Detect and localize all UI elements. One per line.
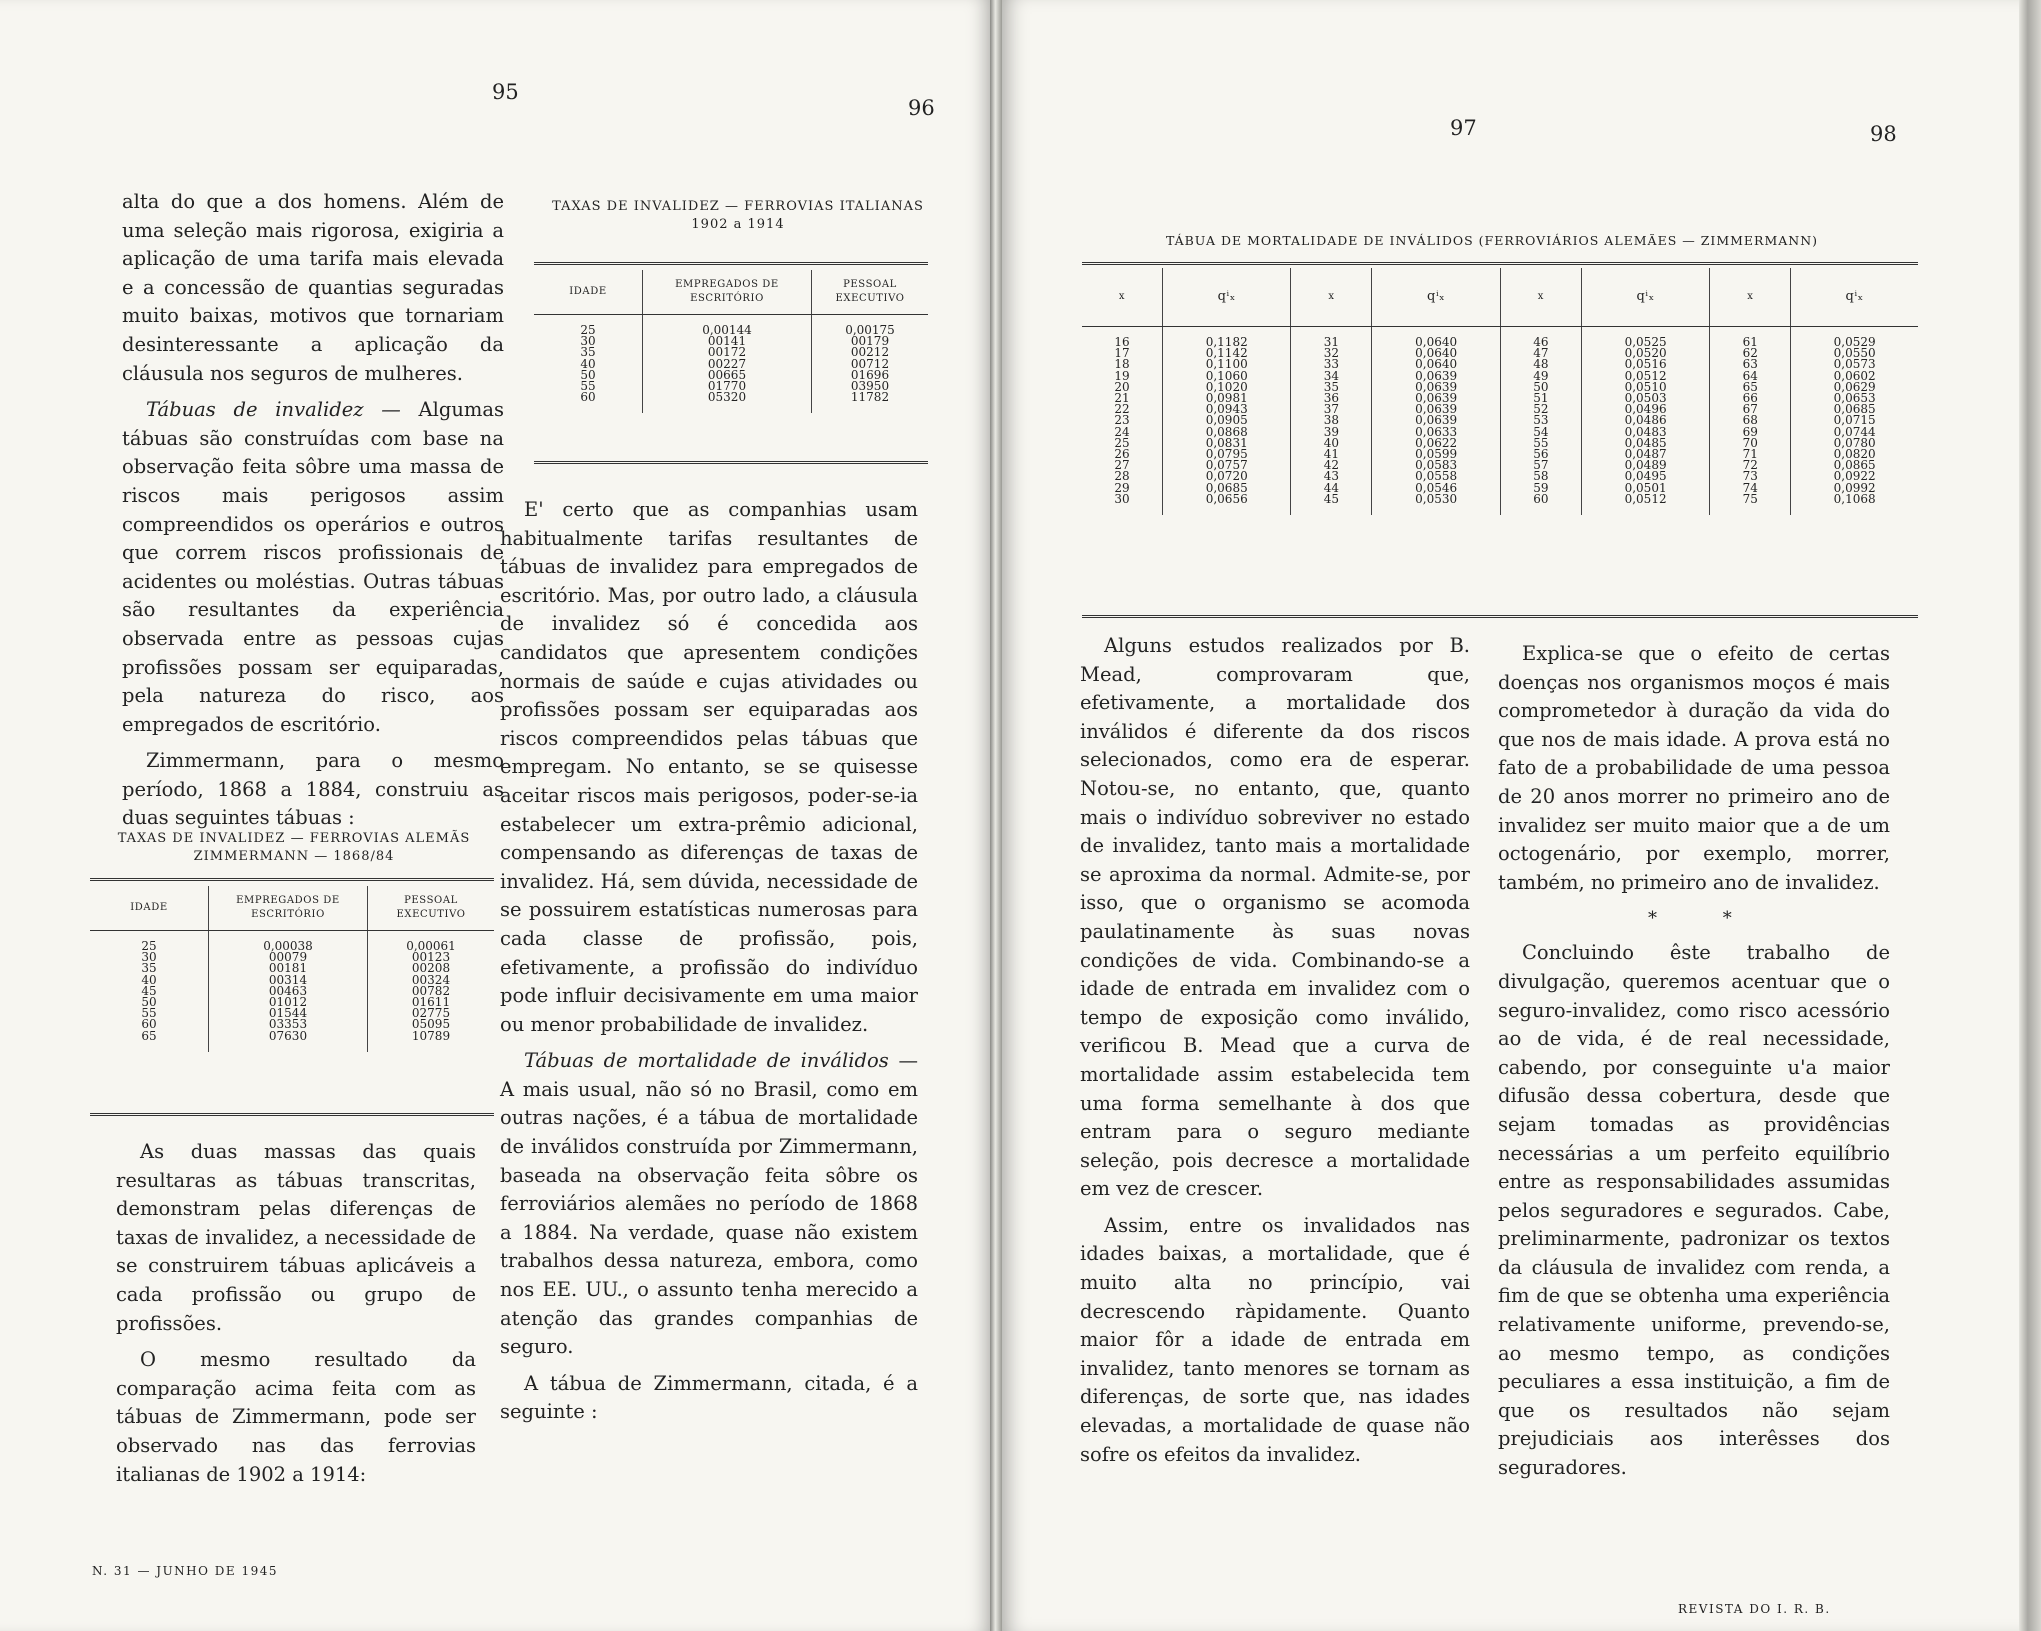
table-cell: 00212 <box>850 345 890 360</box>
table-cell: 50 <box>580 367 596 382</box>
table-cell: 60 <box>1533 491 1549 506</box>
table-cell: 02775 <box>411 1006 451 1021</box>
table-header: EMPREGADOS DE ESCRITÓRIO <box>209 886 368 931</box>
table-cell: 05320 <box>707 390 747 405</box>
table-cell: 59 <box>1533 480 1549 495</box>
table-cell: 35 <box>580 345 596 360</box>
table-cell: 0,0981 <box>1205 391 1248 406</box>
table-cell: 00463 <box>268 983 308 998</box>
page-number-97: 97 <box>1450 116 1477 140</box>
page-number-98: 98 <box>1870 122 1897 146</box>
table-cell: 0,0905 <box>1205 413 1248 428</box>
table-cell: 39 <box>1323 424 1340 439</box>
table-cell: 34 <box>1323 368 1340 383</box>
page-number-96: 96 <box>908 96 935 120</box>
table-cell: 05095 <box>411 1017 451 1032</box>
table-cell: 00782 <box>411 983 451 998</box>
paragraph <box>122 396 504 739</box>
table-cell: 0,00061 <box>406 939 456 953</box>
paragraph-text: Algumas tábuas são construídas com base na observação feita sôbre uma massa de riscos mais perigosos assim compreendidos os operários e outros que correm riscos profissionais de acidentes ou moléstias. Outras tábuas são resultantes da experiência observada entre as pessoas cujas profissões possam ser equiparadas, pela natureza do risco, aos empregados de escritório. <box>122 398 504 736</box>
table-cell: 0,0485 <box>1624 435 1667 450</box>
table-cell: 0,0529 <box>1833 335 1876 349</box>
table-cell: 01544 <box>268 1006 308 1021</box>
table-cell: 0,0640 <box>1415 346 1458 361</box>
table-cell: 0,1182 <box>1205 335 1248 349</box>
table-cell: 40 <box>580 356 596 371</box>
table-cell: 67 <box>1742 402 1758 417</box>
table-cell: 65 <box>141 1028 157 1043</box>
table-cell: 0,00175 <box>845 323 895 337</box>
table-cell: 51 <box>1533 391 1549 406</box>
table-header-x: x <box>1082 268 1163 327</box>
table-cell: 55 <box>1533 435 1549 450</box>
col-x <box>1500 327 1581 516</box>
table-cell: 40 <box>141 972 157 987</box>
table-cell: 0,1020 <box>1205 379 1248 394</box>
table-cell: 73 <box>1742 469 1758 484</box>
table-cell: 25 <box>141 939 157 953</box>
table-cell: 0,0865 <box>1833 458 1876 473</box>
paragraph-text: — A mais usual, não só no Brasil, como em outras nações, é a tábua de mortalidade de inválidos construída por Zimmermann, baseada na observação feita sôbre os ferroviários alemães no período de 1868 a 1884. Na verdade, quase não existem trabalhos dessa natureza, embora, como nos EE. UU., o assunto tenha merecido a atenção das grandes companhias de seguro. <box>500 1049 918 1359</box>
paragraph: Concluindo êste trabalho de divulgação, queremos acentuar que o seguro-invalidez, como risco acessório ao de vida, é de real necessidade, cabendo, por conseguinte u'a maior difusão dessa cobertura, desde que sejam tomadas as providências necessárias a um perfeito equilíbrio entre as responsabilidades assumidas pelos seguradores e segurados. Cabe, preliminarmente, padronizar os textos da cláusula de invalidez com renda, a fim de que se obtenha uma experiência relativamente uniforme, prevendo-se, ao mesmo tempo, as condições peculiares a essa instituição, a fim de que os resultados não sejam prejudiciais aos interêsses dos seguradores. <box>1498 941 1890 1480</box>
table-cell: 0,0512 <box>1624 491 1667 506</box>
table-cell: 00141 <box>707 334 747 349</box>
table-cell: 0,0501 <box>1624 480 1667 495</box>
table-cell: 0,0757 <box>1205 458 1248 473</box>
table-cell: 45 <box>141 983 157 998</box>
table-cell: 0,0496 <box>1624 402 1667 417</box>
table-cell: 0,0744 <box>1833 424 1876 439</box>
table-cell: 50 <box>1533 379 1549 394</box>
table-cell: 0,1068 <box>1833 491 1876 506</box>
big-table <box>1082 268 1918 515</box>
table-cell: 57 <box>1533 458 1549 473</box>
table-header: EMPREGADOS DE ESCRITÓRIO <box>643 270 812 315</box>
col-x <box>1710 327 1791 516</box>
big-table-title: TÁBUA DE MORTALIDADE DE INVÁLIDOS (FERROVIÁRIOS ALEMÃES — ZIMMERMANN) <box>1165 233 1819 248</box>
table-cell: 22 <box>1114 402 1130 417</box>
table-cell: 35 <box>141 961 157 976</box>
table-cell: 56 <box>1533 447 1549 462</box>
table-cell: 0,0639 <box>1415 368 1458 383</box>
table-cell: 42 <box>1323 458 1340 473</box>
table-cell: 61 <box>1742 335 1758 349</box>
table-cell: 0,0550 <box>1833 346 1876 361</box>
table-cell: 0,00144 <box>702 323 752 337</box>
paragraph: Alguns estudos realizados por B. Mead, comprovaram que, efetivamente, a mortalidade dos inválidos é diferente da dos riscos selecionados, como era de esperar. Notou-se, no entanto, que, quanto mais o indivíduo sobreviver no estado de invalidez, tanto mais a mortalidade se aproxima da normal. Admite-se, por isso, que o organismo se acomoda paulatinamente às suas novas condições de vida. Combinando-se a idade de entrada em invalidez com o tempo de exposição como inválido, verificou B. Mead que a curva de mortalidade assim estabelecida tem uma forma semelhante à dos que entram para o seguro mediante seleção, pois decresce a mortalidade em vez de crescer. <box>1080 634 1470 1201</box>
table-cell: 01012 <box>268 995 308 1010</box>
table-cell: 43 <box>1323 469 1340 484</box>
table-header: IDADE <box>534 270 643 315</box>
table-cell: 0,0653 <box>1833 391 1876 406</box>
table-cell: 0,0715 <box>1833 413 1876 428</box>
table-cell: 63 <box>1742 357 1758 372</box>
table-title-line: 1902 a 1914 <box>691 217 785 232</box>
paragraph: Zimmermann, para o mesmo período, 1868 a 1884, construiu as duas seguintes tábuas : <box>122 749 504 830</box>
table-cell: 0,1060 <box>1205 368 1248 383</box>
table-cell: 27 <box>1114 458 1130 473</box>
column-95-bottom <box>116 1138 476 1497</box>
table-cell: 0,0685 <box>1833 402 1876 417</box>
table-cell: 0,0922 <box>1833 469 1876 484</box>
table-cell: 11782 <box>850 390 890 405</box>
table-cell: 0,0640 <box>1415 357 1458 372</box>
footer-issue: N. 31 — JUNHO DE 1945 <box>92 1564 279 1578</box>
table-cell: 0,0639 <box>1415 391 1458 406</box>
table-cell: 0,0831 <box>1205 435 1248 450</box>
table-cell: 0,0685 <box>1205 480 1248 495</box>
table-cell: 0,0640 <box>1415 335 1458 349</box>
table-cell: 0,0512 <box>1624 368 1667 383</box>
table-cell: 00324 <box>411 972 451 987</box>
table-row <box>1082 327 1918 516</box>
table-cell: 01696 <box>850 367 890 382</box>
table-title-alemas <box>84 830 504 866</box>
table-cell: 0,0573 <box>1833 357 1876 372</box>
table-title-line: ZIMMERMANN — 1868/84 <box>193 849 395 864</box>
col-x <box>1082 327 1163 516</box>
left-page <box>0 0 990 1631</box>
table-cell: 0,0583 <box>1415 458 1458 473</box>
table-cell: 0,0633 <box>1415 424 1458 439</box>
paragraph: O mesmo resultado da comparação acima feita com as tábuas de Zimmermann, pode ser observado nas das ferrovias italianas de 1902 a 1914: <box>116 1348 476 1486</box>
table-cell: 65 <box>1742 379 1758 394</box>
table-cell: 49 <box>1533 368 1549 383</box>
table-cell: 0,0639 <box>1415 379 1458 394</box>
table-cell: 45 <box>1323 491 1340 506</box>
table-header-q: qⁱₓ <box>1372 268 1500 327</box>
table-row <box>534 315 928 414</box>
table-cell: 54 <box>1533 424 1549 439</box>
table-cell: 75 <box>1742 491 1758 506</box>
col-q <box>1791 327 1918 516</box>
table-cell: 0,0510 <box>1624 379 1667 394</box>
table-cell: 29 <box>1114 480 1130 495</box>
table-cell: 0,0503 <box>1624 391 1667 406</box>
table-cell: 0,0483 <box>1624 424 1667 439</box>
table-cell: 00079 <box>268 950 308 965</box>
footer-magazine: REVISTA DO I. R. B. <box>1678 1602 1831 1616</box>
table-cell: 28 <box>1114 469 1130 484</box>
table-cell: 0,0525 <box>1624 335 1667 349</box>
table-cell: 36 <box>1323 391 1340 406</box>
table-cell: 0,0546 <box>1415 480 1458 495</box>
table-cell: 00227 <box>707 356 747 371</box>
table-cell: 00208 <box>411 961 451 976</box>
table-cell: 23 <box>1114 413 1130 428</box>
table-header: PESSOAL EXECUTIVO <box>812 270 929 315</box>
col-executivo <box>812 315 929 414</box>
table-row <box>90 931 494 1052</box>
table-cell: 35 <box>1323 379 1340 394</box>
col-escritorio <box>209 931 368 1052</box>
table-cell: 25 <box>580 323 596 337</box>
table-cell: 25 <box>1114 435 1130 450</box>
table-cell: 30 <box>580 334 596 349</box>
table-title-line: TAXAS DE INVALIDEZ — FERROVIAS ALEMÃS <box>117 831 471 846</box>
table-cell: 0,1100 <box>1205 357 1248 372</box>
table-cell: 70 <box>1742 435 1758 450</box>
col-executivo <box>368 931 495 1052</box>
col-escritorio <box>643 315 812 414</box>
table-cell: 19 <box>1114 368 1130 383</box>
table-cell: 0,0780 <box>1833 435 1876 450</box>
table-cell: 48 <box>1533 357 1549 372</box>
table-cell: 40 <box>1323 435 1340 450</box>
page-edge <box>2019 0 2041 1631</box>
book-gutter <box>990 0 1002 1631</box>
column-98 <box>1498 640 1890 1491</box>
table-cell: 0,0602 <box>1833 368 1876 383</box>
table-header-x: x <box>1500 268 1581 327</box>
table-header-row <box>534 270 928 315</box>
col-idade <box>90 931 209 1052</box>
table-header-q: qⁱₓ <box>1581 268 1709 327</box>
table-cell: 00181 <box>268 961 308 976</box>
table-cell: 0,0530 <box>1415 491 1458 506</box>
table-cell: 60 <box>141 1017 157 1032</box>
table-cell: 0,0868 <box>1205 424 1248 439</box>
table-cell: 16 <box>1114 335 1130 349</box>
table-cell: 18 <box>1114 357 1130 372</box>
table-cell: 00712 <box>850 356 890 371</box>
table-cell: 0,0820 <box>1833 447 1876 462</box>
table-cell: 64 <box>1742 368 1758 383</box>
table-header-x: x <box>1710 268 1791 327</box>
table-cell: 00314 <box>268 972 308 987</box>
table-cell: 0,0495 <box>1624 469 1667 484</box>
column-95-top <box>122 188 504 841</box>
paragraph: alta do que a dos homens. Além de uma seleção mais rigorosa, exigiria a aplicação de uma tarifa mais elevada e a concessão de quantias seguradas muito baixas, motivos que tornariam desinteressante a aplicação da cláusula nos seguros de mulheres. <box>122 190 504 385</box>
col-x <box>1291 327 1372 516</box>
table-cell: 55 <box>141 1006 157 1021</box>
paragraph: E' certo que as companhias usam habitualmente tarifas resultantes de tábuas de invalidez para empregados de escritório. Mas, por outro lado, a cláusula de invalidez só é concedida aos candidatos que apresentem condições normais de saúde e cujas atividades ou profissões possam ser equiparadas aos riscos compreendidos pelas tábuas que empregam. No entanto, se se quisesse aceitar riscos mais perigosos, poder-se-ia estabelecer um extra-prêmio adicional, compensando as diferenças de taxas de invalidez. Há, sem dúvida, necessidade de se possuirem estatísticas numerosas para cada classe de profissão, pois, efetivamente, a profissão do indivíduo pode influir decisivamente em uma maior ou menor probabilidade de invalidez. <box>500 498 918 1036</box>
right-page <box>1002 0 2041 1631</box>
table-cell: 0,0795 <box>1205 447 1248 462</box>
table-cell: 0,0487 <box>1624 447 1667 462</box>
table-cell: 72 <box>1742 458 1758 473</box>
table-cell: 00123 <box>411 950 451 965</box>
table-cell: 0,0558 <box>1415 469 1458 484</box>
paragraph: As duas massas das quais resultaras as tábuas transcritas, demonstram pelas diferenças de taxas de invalidez, a necessidade de se construirem tábuas aplicáveis a cada profissão ou grupo de profissões. <box>116 1140 476 1335</box>
table-cell: 0,0489 <box>1624 458 1667 473</box>
table-cell: 10789 <box>411 1028 451 1043</box>
table-cell: 17 <box>1114 346 1130 361</box>
table-header-q: qⁱₓ <box>1791 268 1918 327</box>
table-cell: 50 <box>141 995 157 1010</box>
table-cell: 0,0629 <box>1833 379 1876 394</box>
table-cell: 37 <box>1323 402 1340 417</box>
paragraph: Explica-se que o efeito de certas doenças nos organismos moços é mais comprometedor à duração da vida do que nos de mais idade. A prova está no fato de a probabilidade de uma pessoa de 20 anos morrer no primeiro ano de invalidez ser muito maior que a de um octogenário, por exemplo, morrer, também, no primeiro ano de invalidez. <box>1498 642 1890 894</box>
table-header-row <box>1082 268 1918 327</box>
stars-row <box>1498 905 1890 939</box>
table-cell: 21 <box>1114 391 1130 406</box>
table-cell: 46 <box>1533 335 1549 349</box>
table-cell: 71 <box>1742 447 1758 462</box>
column-97 <box>1080 632 1470 1477</box>
table-cell: 0,1142 <box>1205 346 1248 361</box>
table-cell: 58 <box>1533 469 1549 484</box>
table-cell: 07630 <box>268 1028 308 1043</box>
table-cell: 0,0622 <box>1415 435 1458 450</box>
table-cell: 0,0656 <box>1205 491 1248 506</box>
table-cell: 0,0639 <box>1415 413 1458 428</box>
table-cell: 0,0516 <box>1624 357 1667 372</box>
table-title-italianas <box>528 198 948 234</box>
table-header-row <box>90 886 494 931</box>
table-cell: 0,0639 <box>1415 402 1458 417</box>
col-q <box>1581 327 1709 516</box>
table-cell: 44 <box>1323 480 1340 495</box>
table-header: IDADE <box>90 886 209 931</box>
section-stars: * * <box>1648 908 1762 930</box>
table-cell: 52 <box>1533 402 1549 417</box>
table-cell: 69 <box>1742 424 1758 439</box>
table-cell: 0,0943 <box>1205 402 1248 417</box>
page-number-95: 95 <box>492 80 519 104</box>
table-cell: 32 <box>1323 346 1340 361</box>
table-cell: 0,0992 <box>1833 480 1876 495</box>
table-cell: 20 <box>1114 379 1130 394</box>
table-cell: 00665 <box>707 367 747 382</box>
table-header: PESSOAL EXECUTIVO <box>368 886 495 931</box>
table-cell: 31 <box>1323 335 1340 349</box>
table-cell: 66 <box>1742 391 1758 406</box>
col-q <box>1163 327 1291 516</box>
table-cell: 01611 <box>411 995 451 1010</box>
table-cell: 38 <box>1323 413 1340 428</box>
table-cell: 26 <box>1114 447 1130 462</box>
table-cell: 62 <box>1742 346 1758 361</box>
table-cell: 0,00038 <box>263 939 313 953</box>
column-96 <box>500 496 918 1435</box>
table-cell: 00172 <box>707 345 747 360</box>
table-header-x: x <box>1291 268 1372 327</box>
table-cell: 00179 <box>850 334 890 349</box>
table-cell: 03950 <box>850 379 890 394</box>
paragraph <box>500 1047 918 1362</box>
table-cell: 33 <box>1323 357 1340 372</box>
table-cell: 30 <box>1114 491 1130 506</box>
table-cell: 0,0599 <box>1415 447 1458 462</box>
paragraph: Assim, entre os invalidados nas idades baixas, a mortalidade, que é muito alta no princípio, vai decrescendo ràpidamente. Quanto maior fôr a idade de entrada em invalidez, tanto menores se tornam as diferenças, de sorte que, nas idades elevadas, a mortalidade de quase não sofre os efeitos da invalidez. <box>1080 1213 1470 1466</box>
table-cell: 74 <box>1742 480 1758 495</box>
table-cell: 01770 <box>707 379 747 394</box>
table-cell: 0,0486 <box>1624 413 1667 428</box>
table-alemas <box>90 886 494 1052</box>
paragraph: A tábua de Zimmermann, citada, é a seguinte : <box>500 1371 918 1424</box>
table-cell: 30 <box>141 950 157 965</box>
table-cell: 03353 <box>268 1017 308 1032</box>
table-cell: 0,0520 <box>1624 346 1667 361</box>
table-cell: 0,0720 <box>1205 469 1248 484</box>
table-title-line: TAXAS DE INVALIDEZ — FERROVIAS ITALIANAS <box>552 199 924 214</box>
table-cell: 60 <box>580 390 596 405</box>
table-cell: 55 <box>580 379 596 394</box>
table-cell: 53 <box>1533 413 1549 428</box>
table-cell: 41 <box>1323 447 1340 462</box>
table-cell: 68 <box>1742 413 1758 428</box>
table-header-q: qⁱₓ <box>1163 268 1291 327</box>
table-cell: 47 <box>1533 346 1549 361</box>
col-idade <box>534 315 643 414</box>
subtitle-italic: Tábuas de invalidez — <box>146 398 401 422</box>
table-italianas <box>534 270 928 413</box>
table-cell: 24 <box>1114 424 1130 439</box>
col-q <box>1372 327 1500 516</box>
subtitle-italic: Tábuas de mortalidade de inválidos <box>524 1049 889 1073</box>
